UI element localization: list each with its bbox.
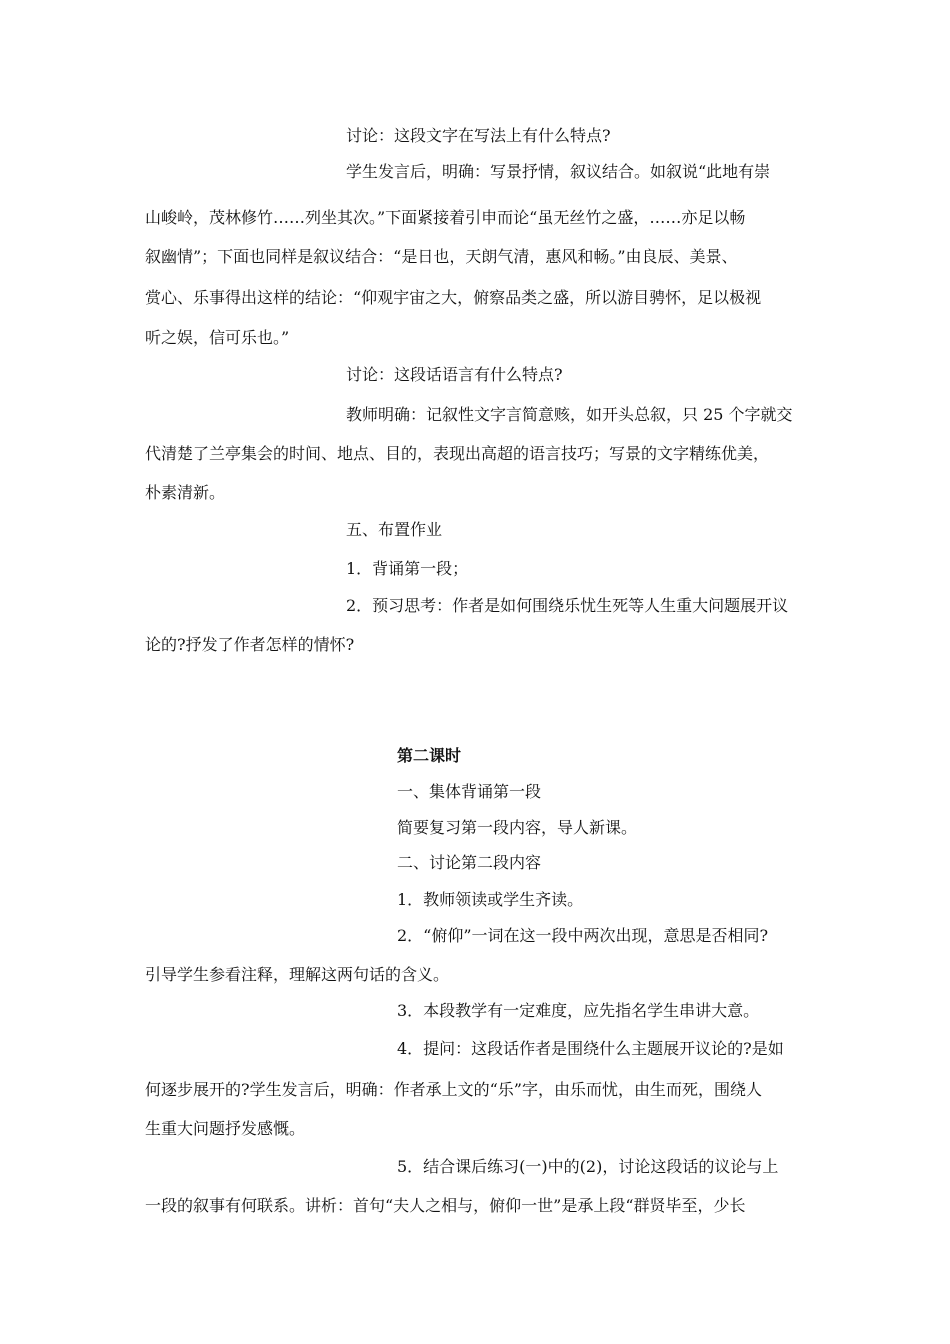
lesson-line: 简要复习第一段内容，导人新课。	[397, 818, 638, 837]
lesson-line: 1．教师领读或学生齐读。	[397, 890, 584, 909]
lesson-line: 何逐步展开的?学生发言后，明确：作者承上文的“乐”字，由乐而忧，由生而死，围绕人	[145, 1080, 762, 1099]
homework-item: 论的?抒发了作者怎样的情怀?	[145, 635, 355, 654]
answer-line: 学生发言后，明确：写景抒情，叙议结合。如叙说“此地有崇	[346, 162, 771, 181]
answer-line: 听之娱，信可乐也。”	[145, 328, 290, 347]
lesson-line: 4．提问：这段话作者是围绕什么主题展开议论的?是如	[397, 1039, 784, 1058]
lesson-line: 一、集体背诵第一段	[397, 782, 542, 801]
answer-line: 朴素清新。	[145, 483, 226, 502]
lesson-line: 2．“俯仰”一词在这一段中两次出现，意思是否相同?	[397, 926, 769, 945]
answer-line: 代清楚了兰亭集会的时间、地点、目的，表现出高超的语言技巧；写景的文字精练优美，	[145, 444, 770, 463]
answer-line: 赏心、乐事得出这样的结论：“仰观宇宙之大，俯察品类之盛，所以游目骋怀，足以极视	[145, 288, 762, 307]
discussion-question: 讨论：这段话语言有什么特点?	[346, 365, 563, 384]
answer-line: 山峻岭，茂林修竹……列坐其次。”下面紧接着引申而论“虽无丝竹之盛，……亦足以畅	[145, 208, 746, 227]
answer-line: 叙幽情”；下面也同样是叙议结合：“是日也，天朗气清，惠风和畅。”由良辰、美景、	[145, 247, 738, 266]
answer-line: 教师明确：记叙性文字言简意赅，如开头总叙，只 25 个字就交	[346, 405, 793, 424]
lesson-line: 一段的叙事有何联系。讲析：首句“夫人之相与，俯仰一世”是承上段“群贤毕至，少长	[145, 1196, 746, 1215]
homework-item: 1．背诵第一段；	[346, 559, 469, 578]
discussion-question: 讨论：这段文字在写法上有什么特点?	[346, 126, 611, 145]
homework-heading: 五、布置作业	[346, 520, 443, 539]
lesson-line: 3．本段教学有一定难度，应先指名学生串讲大意。	[397, 1001, 760, 1020]
lesson-line: 5．结合课后练习(一)中的(2)，讨论这段话的议论与上	[397, 1157, 779, 1176]
homework-item: 2．预习思考：作者是如何围绕乐忧生死等人生重大问题展开议	[346, 596, 789, 615]
lesson-line: 生重大问题抒发感慨。	[145, 1119, 306, 1138]
lesson-line: 引导学生参看注释，理解这两句话的含义。	[145, 965, 450, 984]
lesson-title: 第二课时	[397, 746, 462, 765]
lesson-line: 二、讨论第二段内容	[397, 853, 542, 872]
